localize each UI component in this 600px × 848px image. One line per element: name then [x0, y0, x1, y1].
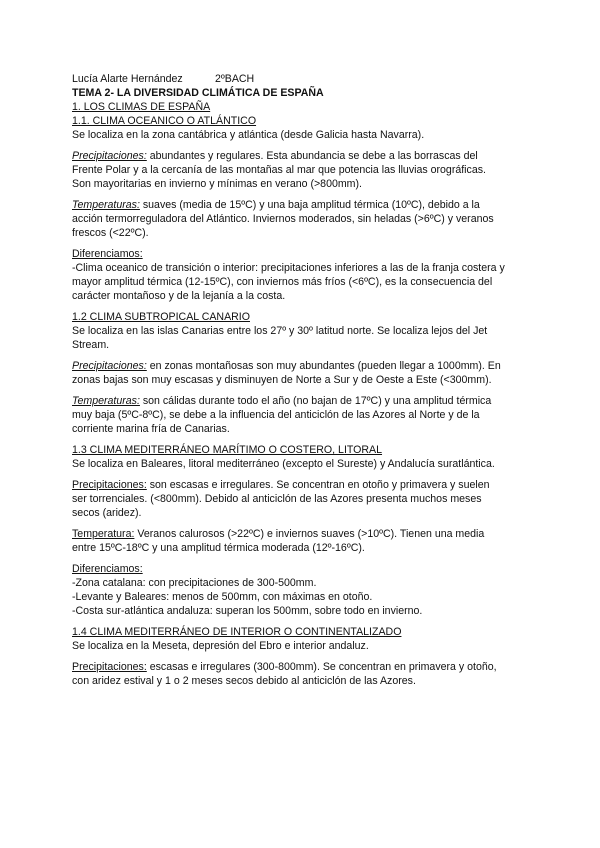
heading-mediterranean-interior: 1.4 CLIMA MEDITERRÁNEO DE INTERIOR O CONTINENTALIZADO — [72, 626, 402, 638]
text-line: -Levante y Baleares: menos de 500mm, con máximas en otoño. — [72, 591, 373, 603]
heading-canary: 1.2 CLIMA SUBTROPICAL CANARIO — [72, 311, 250, 323]
text-line: corriente marina fría de Canarias. — [72, 423, 230, 435]
differences-label: Diferenciamos: — [72, 563, 143, 575]
oceanic-intro: Se localiza en la zona cantábrica y atlántica (desde Galicia hasta Navarra). — [72, 129, 425, 141]
text-line: -Zona catalana: con precipitaciones de 300-500mm. — [72, 577, 317, 589]
text-line: son escasas e irregulares. Se concentran en otoño y primavera y suelen — [146, 479, 490, 491]
temperature-label: Temperatura: — [72, 528, 135, 540]
canary-section — [72, 310, 542, 352]
text-line: Se localiza en Baleares, litoral mediterráneo (excepto el Sureste) y Andalucía suratlántica. — [72, 458, 495, 470]
text-line: frescos (<22ºC). — [72, 227, 149, 239]
text-line: Son mayoritarias en invierno y mínimas en verano (>800mm). — [72, 178, 362, 190]
text-line: abundantes y regulares. Esta abundancia se debe a las borrascas del — [146, 150, 478, 162]
differences-label: Diferenciamos: — [72, 248, 143, 260]
temperature-label: Temperaturas: — [72, 199, 140, 211]
oceanic-temperature — [72, 198, 542, 240]
text-line: son cálidas durante todo el año (no bajan de 17ºC) y una amplitud térmica — [139, 395, 492, 407]
coastal-precipitation — [72, 478, 542, 520]
text-line: Se localiza en la Meseta, depresión del Ebro e interior andaluz. — [72, 640, 369, 652]
text-line: Stream. — [72, 339, 110, 351]
text-line: con aridez estival y 1 o 2 meses secos debido al anticiclón de las Azores. — [72, 675, 416, 687]
mediterranean-coastal-section — [72, 443, 542, 471]
text-line: en zonas montañosas son muy abundantes (pueden llegar a 1000mm). En — [146, 360, 501, 372]
text-line: zonas bajas son muy escasas y disminuyen de Norte a Sur y de Oeste a Este (<300mm). — [72, 374, 492, 386]
precipitation-label: Precipitaciones: — [72, 150, 147, 162]
mediterranean-interior-section — [72, 625, 542, 653]
document-title: TEMA 2- LA DIVERSIDAD CLIMÁTICA DE ESPAÑA — [72, 87, 324, 99]
temperature-label: Temperaturas: — [72, 395, 140, 407]
heading-mediterranean-coastal: 1.3 CLIMA MEDITERRÁNEO MARÍTIMO O COSTERO, LITORAL — [72, 444, 383, 456]
canary-temperature — [72, 394, 542, 436]
course-level: 2ºBACH — [215, 73, 255, 85]
text-line: secos (aridez). — [72, 507, 142, 519]
text-line: Veranos calurosos (>22ºC) e inviernos suaves (>10ºC). Tienen una media — [134, 528, 485, 540]
text-line: Frente Polar y a la cercanía de las montañas al mar que potencia las lluvias orográficas. — [72, 164, 486, 176]
section-heading: 1. LOS CLIMAS DE ESPAÑA — [72, 101, 211, 113]
text-line: -Costa sur-atlántica andaluza: superan los 500mm, sobre todo en invierno. — [72, 605, 423, 617]
author-line — [72, 72, 542, 86]
text-line: entre 15ºC-18ºC y una amplitud térmica moderada (12º-16ºC). — [72, 542, 365, 554]
text-line: muy baja (5ºC-8ºC), se debe a la influencia del anticiclón de las Azores al Norte y de la — [72, 409, 480, 421]
coastal-temperature — [72, 527, 542, 555]
document-page — [72, 72, 542, 688]
author-name: Lucía Alarte Hernández — [72, 73, 183, 85]
heading-oceanic: 1.1. CLIMA OCEANICO O ATLÁNTICO — [72, 115, 257, 127]
text-line: suaves (media de 15ºC) y una baja amplitud térmica (10ºC), debido a la — [139, 199, 480, 211]
interior-precipitation — [72, 660, 542, 688]
oceanic-differences — [72, 247, 542, 303]
text-line: acción termorreguladora del Atlántico. Inviernos moderados, sin heladas (>6ºC) y veranos — [72, 213, 494, 225]
precipitation-label: Precipitaciones: — [72, 360, 147, 372]
precipitation-label: Precipitaciones: — [72, 479, 147, 491]
canary-precipitation — [72, 359, 542, 387]
text-line: escasas e irregulares (300-800mm). Se concentran en primavera y otoño, — [146, 661, 497, 673]
text-line: -Clima oceanico de transición o interior: precipitaciones inferiores a las de la franja costera y — [72, 262, 505, 274]
coastal-differences — [72, 562, 542, 618]
precipitation-label: Precipitaciones: — [72, 661, 147, 673]
oceanic-precipitation — [72, 149, 542, 191]
text-line: carácter montañoso y de la lejanía a la costa. — [72, 290, 286, 302]
text-line: ser torrenciales. (<800mm). Debido al anticiclón de las Azores presenta muchos meses — [72, 493, 482, 505]
text-line: Se localiza en las islas Canarias entre los 27º y 30º latitud norte. Se localiza lejos del Jet — [72, 325, 488, 337]
text-line: mayor amplitud térmica (12-15ºC), con inviernos más fríos (<6ºC), es la consecuencia del — [72, 276, 493, 288]
